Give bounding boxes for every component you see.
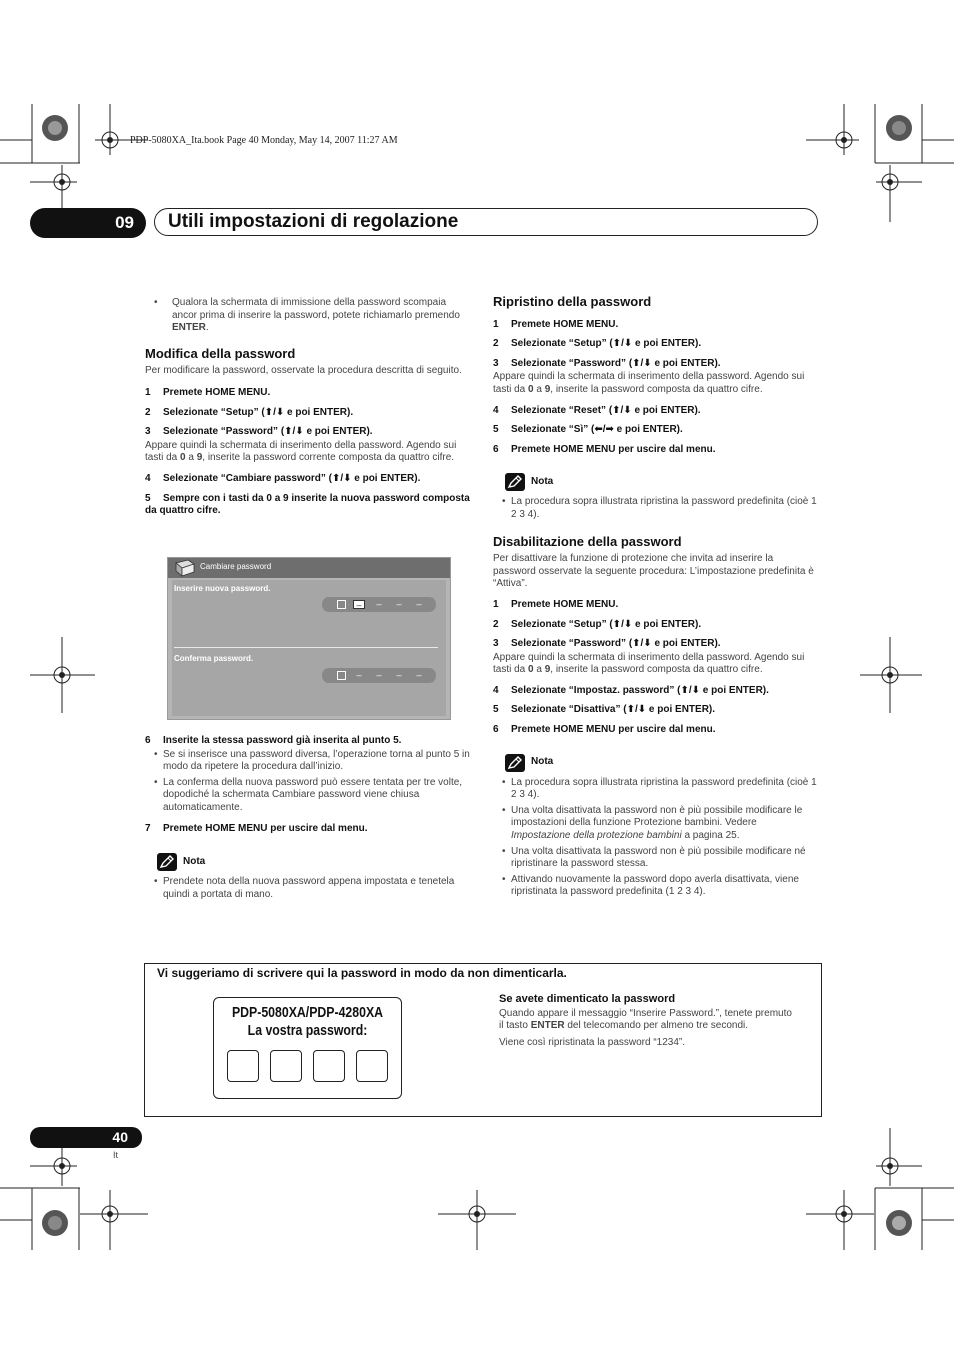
password-digit-box — [270, 1050, 302, 1082]
keypad-icon — [337, 671, 346, 680]
note-pencil-icon — [505, 473, 525, 491]
digit-slot[interactable]: – — [356, 670, 362, 680]
note-bullet: • Una volta disattivata la password non è più possibile modificare né ripristinare la password stessa. — [502, 846, 818, 871]
password-digit-box — [313, 1050, 345, 1082]
password-digit-box — [356, 1050, 388, 1082]
step-6: 6 Inserite la stessa password già inserita al punto 5. — [145, 735, 402, 746]
screen-title: Cambiare password — [200, 562, 272, 571]
disable-step-2: 2 Selezionate “Setup” (⬆/⬇ e poi ENTER). — [493, 618, 702, 630]
note-bullet: • La procedura sopra illustrata ripristina la password predefinita (cioè 1 2 3 4). — [502, 496, 818, 521]
disable-step-3: 3 Selezionate “Password” (⬆/⬇ e poi ENTER). — [493, 638, 721, 650]
step-7: 7 Premete HOME MENU per uscire dal menu. — [145, 822, 368, 834]
step-5: 5 Sempre con i tasti da 0 a 9 inserite la nuova password composta da quattro cifre. — [145, 492, 470, 517]
screen-header — [168, 558, 450, 578]
password-change-screen — [167, 557, 451, 720]
forgot-result: Viene così ripristinata la password “1234”. — [499, 1036, 686, 1048]
section-intro: Per modificare la password, osservate la procedura descritta di seguito. — [145, 365, 462, 377]
note-pencil-icon — [157, 853, 177, 871]
reset-step-3: 3 Selezionate “Password” (⬆/⬇ e poi ENTER). — [493, 357, 721, 369]
left-column — [145, 297, 470, 525]
book-file-line: PDP-5080XA_Ita.book Page 40 Monday, May 14, 2007 11:27 AM — [130, 135, 398, 146]
reset-step-3-description: Appare quindi la schermata di inserimento della password. Agendo sui tasti da 0 a 9, inserite la password composta da quattro cifre. — [493, 371, 805, 395]
new-password-field[interactable] — [322, 597, 436, 612]
card-password-line: La vostra password: — [247, 1022, 368, 1039]
step-3: 3 Selezionate “Password” (⬆/⬇ e poi ENTER). — [145, 426, 373, 438]
password-digit-box — [227, 1050, 259, 1082]
digit-slot[interactable]: – — [376, 599, 382, 609]
step-2: 2 Selezionate “Setup” (⬆/⬇ e poi ENTER). — [145, 406, 354, 418]
reset-step-2: 2 Selezionate “Setup” (⬆/⬇ e poi ENTER). — [493, 338, 702, 350]
disable-step-1: 1 Premete HOME MENU. — [493, 598, 619, 610]
digit-slot[interactable]: – — [353, 600, 365, 609]
page-number: 40 — [30, 1127, 142, 1148]
note-bullet: • La procedura sopra illustrata ripristina la password predefinita (cioè 1 2 3 4). — [502, 777, 818, 802]
section-heading-modifica: Modifica della password — [145, 345, 296, 361]
forgot-instruction: Quando appare il messaggio “Inserire Password.”, tenete premuto il tasto ENTER del telecomando per almeno tre secondi. — [499, 1007, 792, 1032]
step-6-bullet: • La conferma della nuova password può essere tentata per tre volte, dopodiché la schermata Cambiare password viene chiusa automaticamente. — [154, 777, 470, 815]
digit-slot[interactable]: – — [396, 599, 402, 609]
forgot-heading: Se avete dimenticato la password — [499, 993, 676, 1005]
section-heading-disabilitazione: Disabilitazione della password — [493, 533, 682, 549]
disable-step-3-description: Appare quindi la schermata di inserimento della password. Agendo sui tasti da 0 a 9, inserite la password composta da quattro cifre. — [493, 651, 805, 676]
intro-bullet: • Qualora la schermata di immissione della password scompaia ancor prima di inserire la password, potete richiamarlo premendo ENTER. — [154, 297, 470, 335]
digit-slot[interactable]: – — [416, 599, 422, 609]
step-4: 4 Selezionate “Cambiare password” (⬆/⬇ e poi ENTER). — [145, 472, 421, 484]
right-column — [493, 296, 818, 902]
chapter-title: Utili impostazioni di regolazione — [168, 211, 459, 232]
note-pencil-icon — [505, 754, 525, 772]
reset-step-6: 6 Premete HOME MENU per uscire dal menu. — [493, 443, 716, 455]
step-1: 1 Premete HOME MENU. — [145, 386, 271, 398]
forgot-password-section — [499, 993, 799, 1053]
note-header: Nota — [505, 473, 818, 491]
card-model-line: PDP-5080XA/PDP-4280XA — [231, 1004, 384, 1021]
reset-step-5: 5 Selezionate “Sì” (⬅/➡ e poi ENTER). — [493, 424, 683, 436]
disable-step-5: 5 Selezionate “Disattiva” (⬆/⬇ e poi ENTER). — [493, 704, 716, 716]
reset-step-4: 4 Selezionate “Reset” (⬆/⬇ e poi ENTER). — [493, 404, 701, 416]
digit-slot[interactable]: – — [416, 670, 422, 680]
screen-body — [172, 580, 446, 716]
section-heading-ripristino: Ripristino della password — [493, 294, 652, 309]
disable-step-4: 4 Selezionate “Impostaz. password” (⬆/⬇ e poi ENTER). — [493, 684, 769, 696]
note-header: Nota — [505, 754, 818, 772]
screen-notebook-icon — [174, 559, 196, 577]
screen-divider — [174, 647, 438, 648]
step-3-description: Appare quindi la schermata di inserimento della password. Agendo sui tasti da 0 a 9, inserite la password corrente composta da quattro cifre. — [145, 439, 457, 464]
note-header: Nota — [157, 853, 470, 871]
page-language: It — [113, 1150, 119, 1160]
reset-step-1: 1 Premete HOME MENU. — [493, 318, 619, 330]
note-bullet: • Una volta disattivata la password non è più possibile modificare le impostazioni della funzione Protezione bambini. Vedere Impostazione della protezione bambini a pagina 25. — [502, 805, 818, 843]
step-6-bullet: • Se si inserisce una password diversa, l’operazione torna al punto 5 in modo da ripetere la procedura dall’inizio. — [154, 749, 470, 774]
confirm-password-label: Conferma password. — [174, 654, 254, 663]
disable-intro: Per disattivare la funzione di protezione che invita ad inserire la password osservate la seguente procedura: L’impostazione predefinita è “Attiva”. — [493, 553, 814, 590]
disable-step-6: 6 Premete HOME MENU per uscire dal menu. — [493, 724, 716, 736]
keypad-icon — [337, 600, 346, 609]
memo-instruction: Vi suggeriamo di scrivere qui la password in modo da non dimenticarla. — [157, 966, 567, 980]
left-column-lower — [145, 735, 470, 904]
note-bullet: • Attivando nuovamente la password dopo averla disattivata, viene ripristinata la password predefinita (1 2 3 4). — [502, 874, 818, 899]
confirm-password-field[interactable] — [322, 668, 436, 683]
digit-slot[interactable]: – — [396, 670, 402, 680]
chapter-number: 09 — [30, 208, 146, 238]
note-bullet: • Prendete nota della nuova password appena impostata e tenetela quindi a portata di mano. — [154, 876, 470, 901]
digit-slot[interactable]: – — [376, 670, 382, 680]
new-password-label: Inserire nuova password. — [174, 584, 271, 593]
password-card — [213, 997, 402, 1099]
